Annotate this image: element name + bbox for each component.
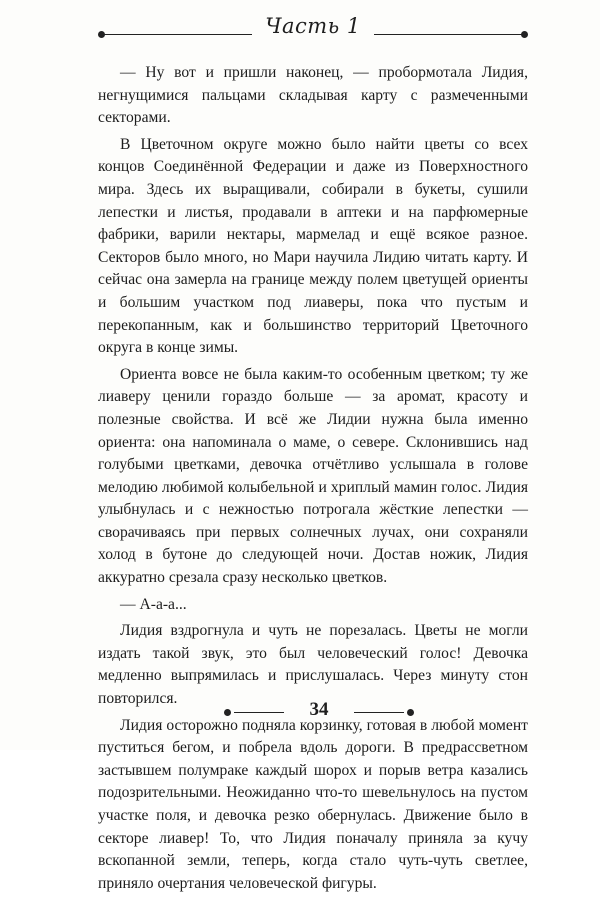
- header-ornament-line-right: [374, 34, 522, 35]
- header-ornament-dot-right: [521, 31, 528, 38]
- footer-ornament-dot-right: [407, 709, 414, 716]
- paragraph: Ориента вовсе не была каким-то особенным цветком; ту же лиаверу ценили гораздо больше — за аромат, красоту и полезные свойства. И всё же Лидии нужна была именно ориента: она напоминала о маме, о севере. Склонившись над голубыми цветками, девочка отчётливо услышала в голове мелодию любимой колыбельной и хриплый мамин голос. Лидия улыбнулась и с нежностью потрогала жёсткие лепестки — сворачиваясь при первых солнечных лучах, они сохраняли холод в бутоне до следующей ночи. Достав ножик, Лидия аккуратно срезала сразу несколько цветков.: [98, 365, 528, 587]
- paragraph: Лидия вздрогнула и чуть не порезалась. Цветы не могли издать такой звук, это был человеческий голос! Девочка медленно выпрямилась и прислушалась. Через минуту стон повторился.: [98, 622, 528, 708]
- paragraph: — А-а-а...: [120, 595, 187, 613]
- running-header: [98, 10, 528, 50]
- page-footer: [224, 697, 414, 727]
- paragraph: — Ну вот и пришли наконец, — пробормотала Лидия, негнущимися пальцами складывая карту с размеченными секторами.: [98, 64, 528, 127]
- paragraph: В Цветочном округе можно было найти цветы со всех концов Соединённой Федерации и даже из Поверхностного мира. Здесь их выращивали, собирали в букеты, сушили лепестки и листья, продавали в аптеки и на парфюмерные фабрики, варили нектары, мармелад и ещё всякое разное. Секторов было много, но Мари научила Лидию читать карту. И сейчас она замерла на границе между полем цветущей ориенты и большим участком под лиаверы, пока что пустым и перекопанным, как и большинство территорий Цветочного округа в конце зимы.: [98, 135, 528, 357]
- paragraph: Лидия осторожно подняла корзинку, готовая в любой момент пуститься бегом, и побрела вдоль дороги. В предрассветном застывшем полумраке каждый шорох и порыв ветра казались подозрительными. Неожиданно что-то шевельнулось на пустом участке поля, и девочка резко обернулась. Движение было в секторе лиавер! То, что Лидия поначалу приняла за кучу вскопанной земли, теперь, когда стало чуть-чуть светлее, приняло очертания человеческой фигуры.: [98, 716, 528, 892]
- footer-ornament-line-right: [354, 712, 404, 713]
- body-text: [98, 62, 528, 899]
- page-number: 34: [309, 699, 329, 720]
- chapter-title: Часть 1: [265, 14, 361, 38]
